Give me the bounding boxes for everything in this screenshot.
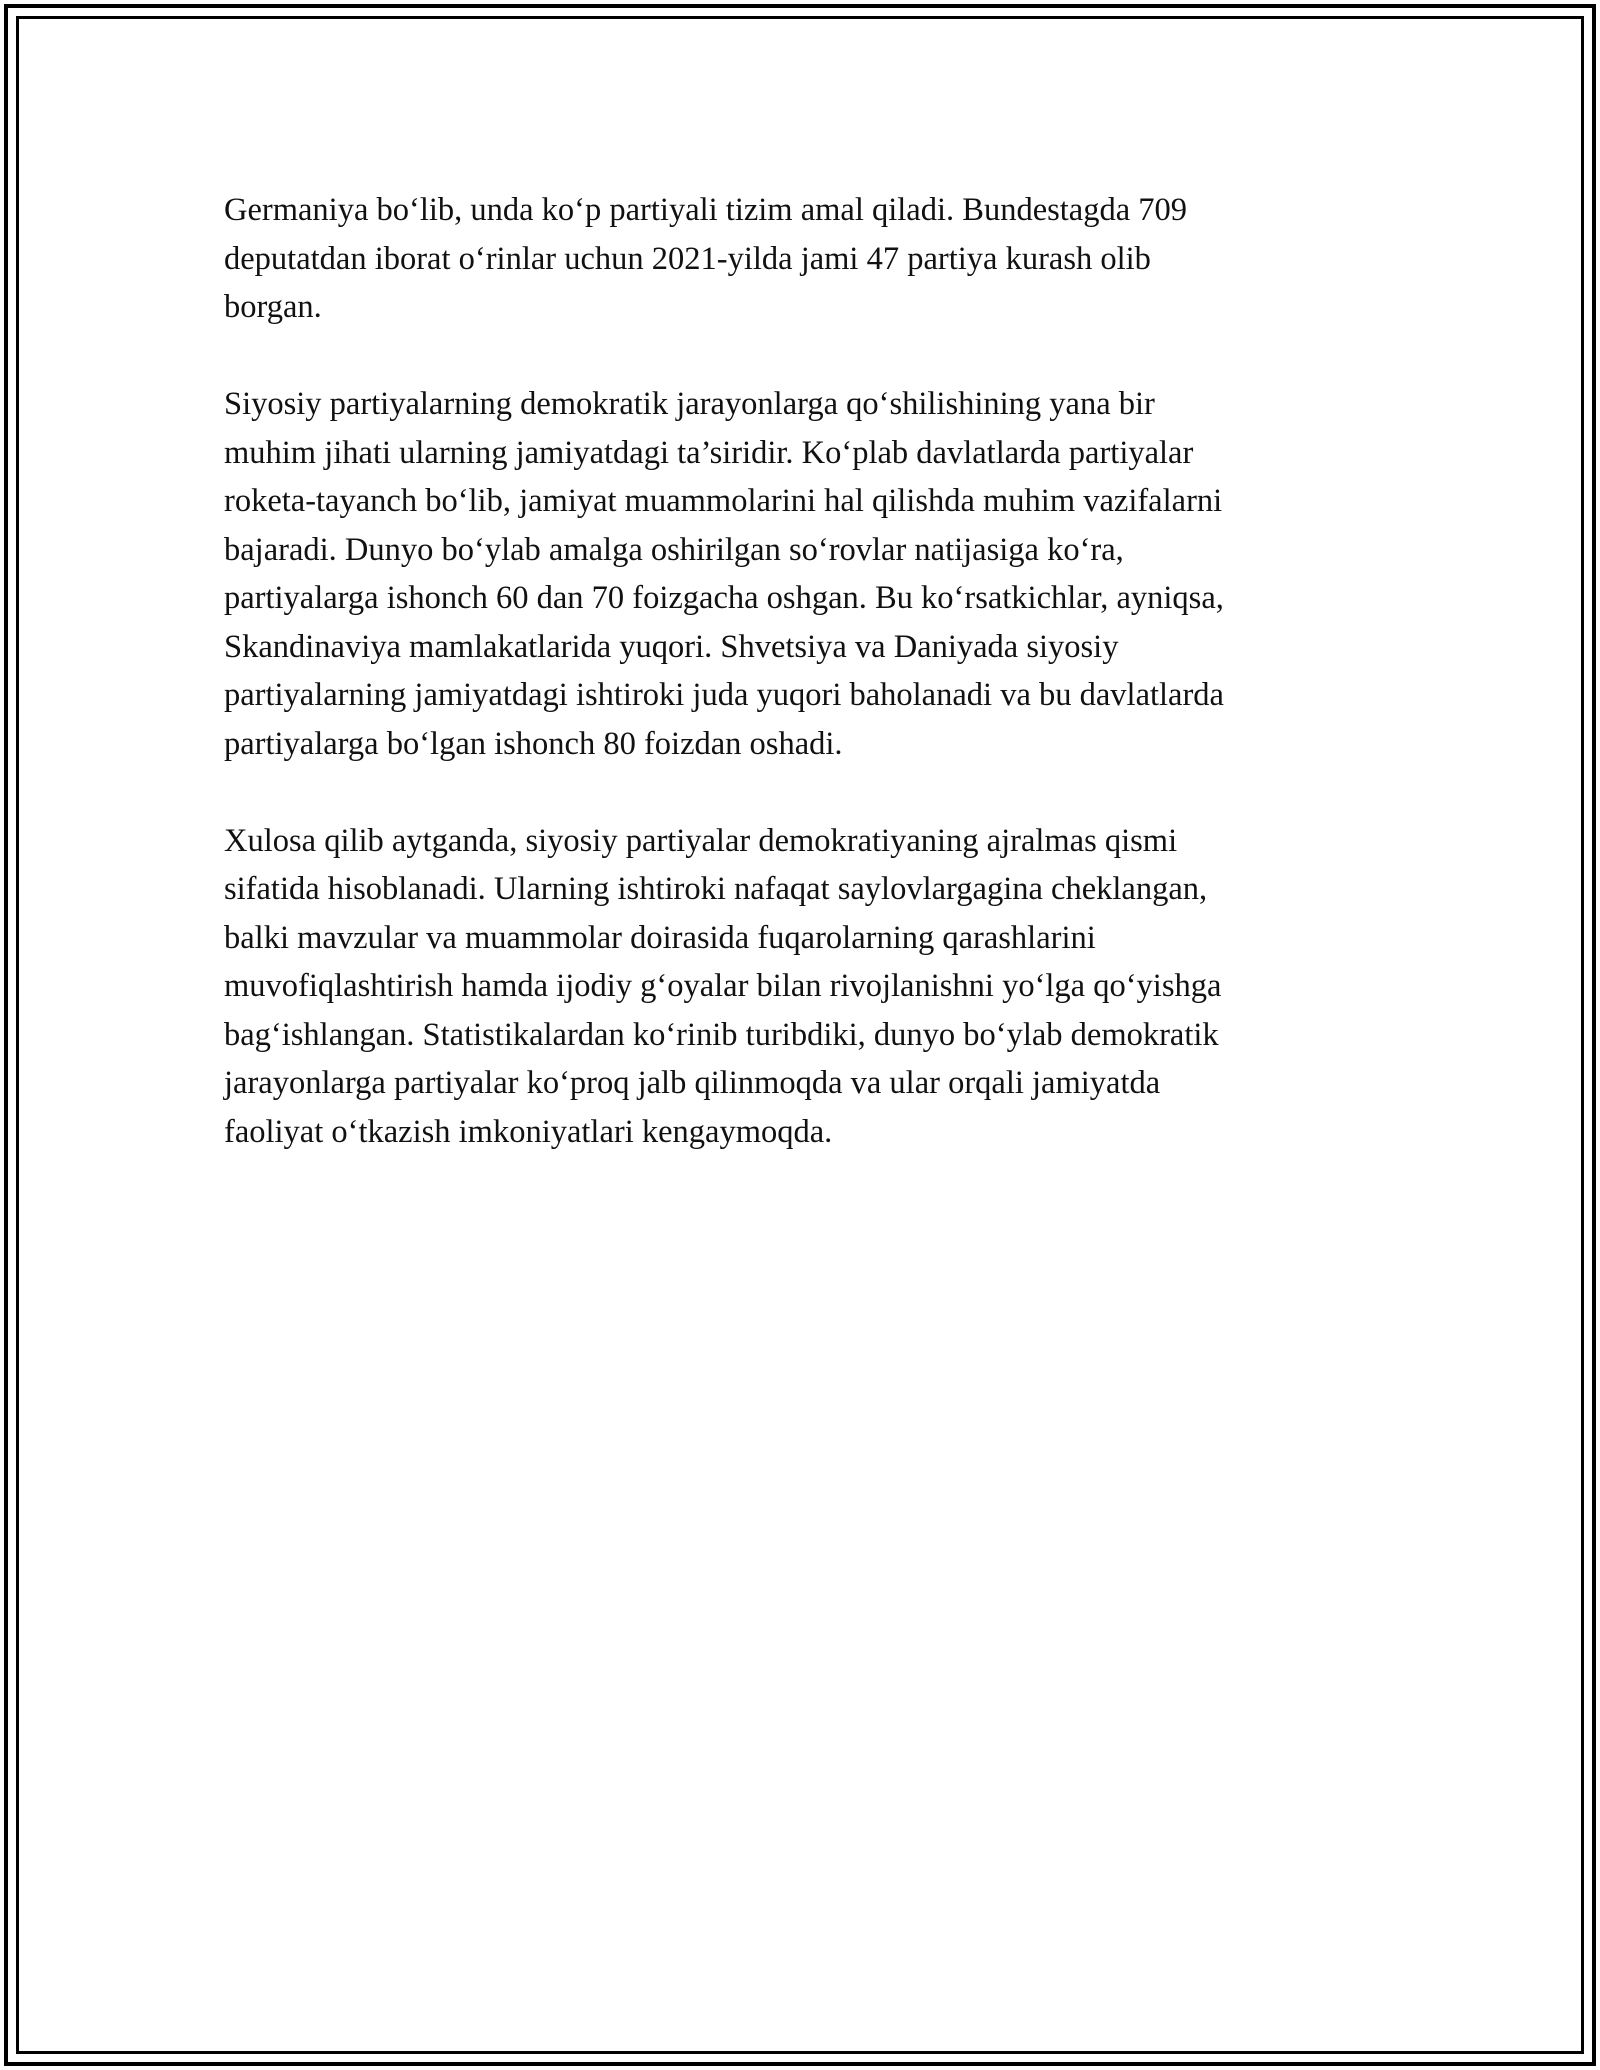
text-line: Skandinaviya mamlakatlarida yuqori. Shvetsiya va Daniyada siyosiy: [224, 628, 1119, 665]
text-line: sifatida hisoblanadi. Ularning ishtiroki nafaqat saylovlargagina cheklangan,: [224, 871, 1208, 907]
document-body: [224, 186, 1384, 1205]
paragraph-2: [224, 380, 1384, 768]
text-line: borgan.: [224, 289, 322, 325]
text-line: roketa-tayanch bo‘lib, jamiyat muammolarini hal qilishda muhim vazifalarni: [224, 483, 1223, 519]
text-line: faoliyat o‘tkazish imkoniyatlari kengaymoqda.: [224, 1113, 833, 1150]
paragraph-3: [224, 817, 1384, 1157]
text-line: Germaniya bo‘lib, unda ko‘p partiyali tizim amal qiladi. Bundestagda 709: [224, 192, 1188, 228]
paragraph-1: [224, 186, 1384, 332]
text-line: muvofiqlashtirish hamda ijodiy g‘oyalar bilan rivojlanishni yo‘lga qo‘yishga: [224, 968, 1222, 1004]
text-line: Xulosa qilib aytganda, siyosiy partiyalar demokratiyaning ajralmas qismi: [224, 822, 1178, 859]
text-line: partiyalarga bo‘lgan ishonch 80 foizdan oshadi.: [224, 725, 843, 762]
text-line: Siyosiy partiyalarning demokratik jarayonlarga qo‘shilishining yana bir: [224, 386, 1155, 422]
text-line: partiyalarning jamiyatdagi ishtiroki juda yuqori baholanadi va bu davlatlarda: [224, 677, 1224, 713]
text-line: bajaradi. Dunyo bo‘ylab amalga oshirilgan so‘rovlar natijasiga ko‘ra,: [224, 531, 1124, 568]
text-line: balki mavzular va muammolar doirasida fuqarolarning qarashlarini: [224, 919, 1096, 956]
text-line: jarayonlarga partiyalar ko‘proq jalb qilinmoqda va ular orqali jamiyatda: [224, 1065, 1161, 1101]
text-line: deputatdan iborat o‘rinlar uchun 2021-yilda jami 47 partiya kurash olib: [224, 240, 1151, 277]
text-line: bag‘ishlangan. Statistikalardan ko‘rinib turibdiki, dunyo bo‘ylab demokratik: [224, 1016, 1219, 1053]
text-line: partiyalarga ishonch 60 dan 70 foizgacha oshgan. Bu ko‘rsatkichlar, ayniqsa,: [224, 580, 1224, 616]
text-line: muhim jihati ularning jamiyatdagi ta’siridir. Ko‘plab davlatlarda partiyalar: [224, 434, 1194, 471]
